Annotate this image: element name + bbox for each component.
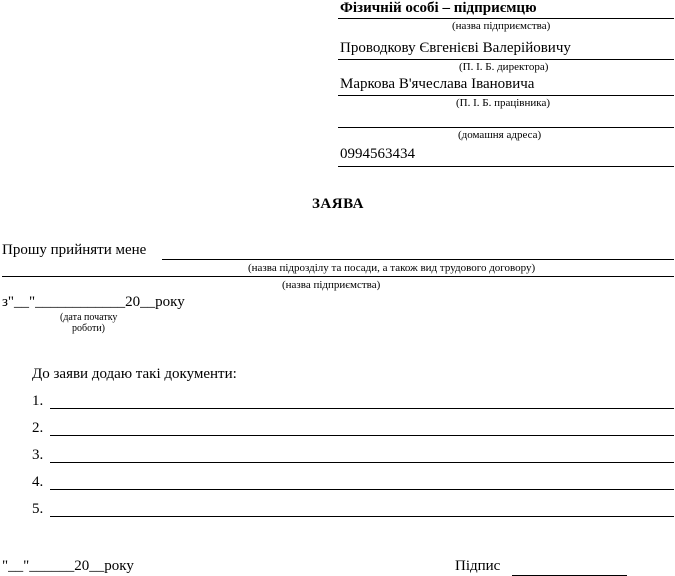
- start-date-caption-2: роботи): [72, 323, 106, 334]
- document-item-line: [50, 516, 674, 517]
- document-item-line: [50, 435, 674, 436]
- document-title: ЗАЯВА: [312, 196, 364, 212]
- document-item-line: [50, 462, 674, 463]
- signature-label: Підпис: [455, 558, 501, 574]
- position-caption: (назва підрозділу та посади, а також вид трудового договору): [248, 262, 536, 274]
- enterprise-caption: (назва підприємства): [282, 279, 381, 291]
- documents-intro: До заяви додаю такі документи:: [32, 366, 237, 382]
- employer-value: Фізичній особі – підприємцю: [340, 0, 537, 16]
- start-date-text: з"__"____________20__року: [2, 294, 185, 310]
- position-line: [162, 259, 674, 260]
- employee-caption: (П. І. Б. працівника): [456, 97, 550, 109]
- enterprise-line: [2, 276, 674, 277]
- phone-line: [338, 166, 674, 167]
- document-item-number: 4.: [32, 474, 44, 490]
- director-caption: (П. І. Б. директора): [459, 61, 549, 73]
- request-text: Прошу прийняти мене: [2, 242, 147, 258]
- employer-line: [338, 18, 674, 19]
- document-item-number: 1.: [32, 393, 44, 409]
- director-line: [338, 59, 674, 60]
- document-item-line: [50, 408, 674, 409]
- employee-line: [338, 95, 674, 96]
- employer-caption: (назва підприємства): [452, 20, 551, 32]
- document-item-number: 2.: [32, 420, 44, 436]
- document-item-line: [50, 489, 674, 490]
- address-caption: (домашня адреса): [458, 129, 542, 141]
- start-date-caption-1: (дата початку: [60, 312, 118, 323]
- employee-value: Маркова В'ячеслава Івановича: [340, 76, 535, 92]
- phone-value: 0994563434: [340, 146, 415, 162]
- document-item-number: 5.: [32, 501, 44, 517]
- footer-date-text: "__"______20__року: [2, 558, 134, 574]
- address-line: [338, 127, 674, 128]
- document-item-number: 3.: [32, 447, 44, 463]
- director-value: Проводкову Євгенієві Валерійовичу: [340, 40, 571, 56]
